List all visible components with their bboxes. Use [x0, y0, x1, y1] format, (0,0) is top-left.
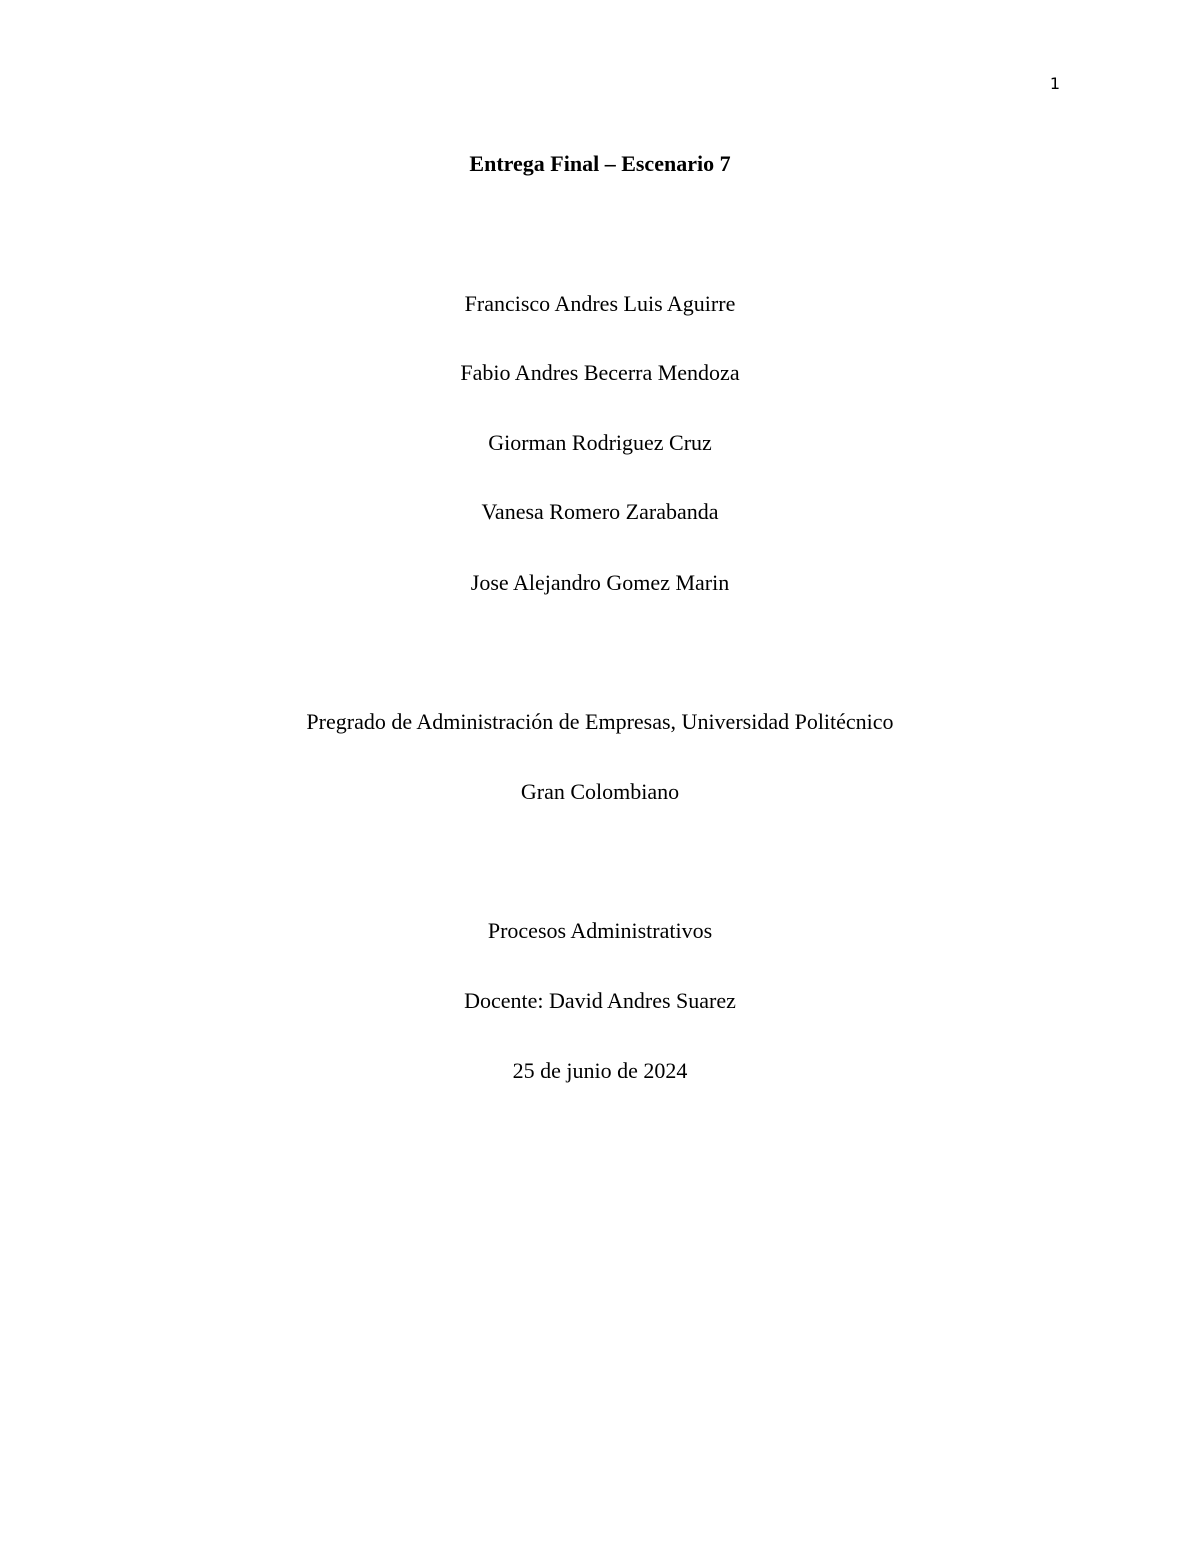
affiliation-line-1: Pregrado de Administración de Empresas, Universidad Politécnico [306, 709, 894, 734]
instructor-name: Docente: David Andres Suarez [464, 988, 736, 1013]
author-name: Francisco Andres Luis Aguirre [464, 291, 736, 316]
course-name: Procesos Administrativos [487, 918, 713, 943]
author-name: Jose Alejandro Gomez Marin [470, 570, 730, 595]
author-name: Vanesa Romero Zarabanda [481, 499, 719, 524]
document-title: Entrega Final – Escenario 7 [469, 151, 731, 176]
author-name: Giorman Rodriguez Cruz [488, 430, 712, 455]
submission-date: 25 de junio de 2024 [512, 1058, 688, 1083]
page-number: 1 [1049, 74, 1060, 93]
author-name: Fabio Andres Becerra Mendoza [460, 360, 740, 385]
affiliation-line-2: Gran Colombiano [520, 779, 680, 804]
